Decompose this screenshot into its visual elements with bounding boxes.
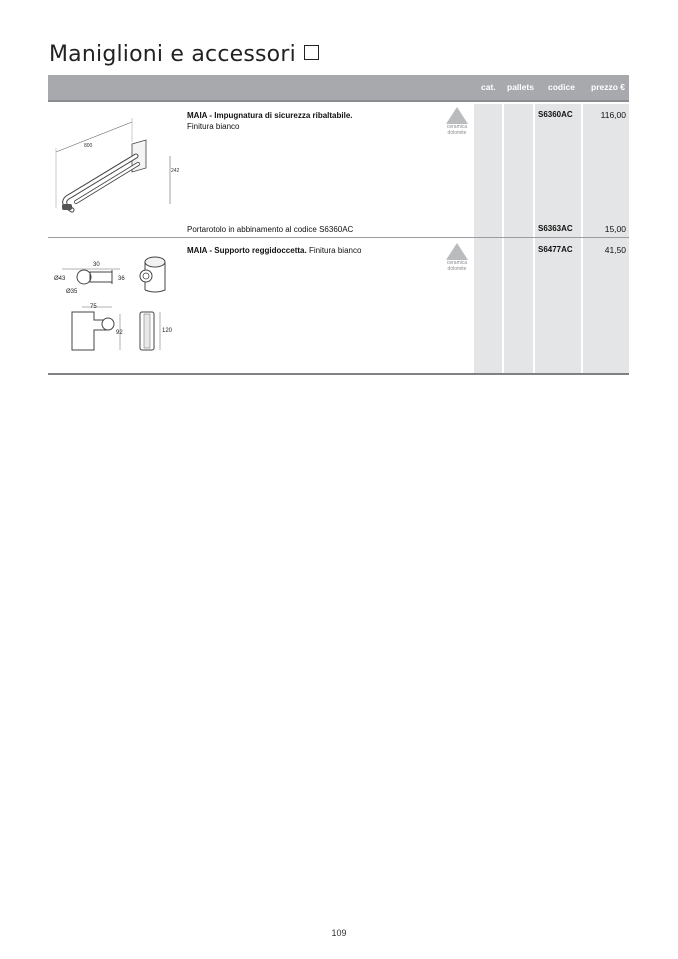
dim-36: 36 [118,276,125,282]
product-name: MAIA - Supporto reggidoccetta. [187,246,307,255]
brand-logo [442,107,472,136]
dimension-line [56,122,132,152]
prezzo-column-bg [583,104,629,374]
accessory-price: 15,00 [604,224,626,234]
page-number: 109 [331,928,347,938]
product-finish: Finitura bianco [308,246,362,255]
brand-line-1: ceramica [446,124,468,130]
grab-bar-drawing [50,112,184,224]
brand-line-1: ceramica [446,260,468,266]
codice-column-bg [535,104,581,374]
table-header [48,75,629,100]
product-price: 116,00 [600,110,626,120]
dim-120: 120 [162,328,173,334]
product-name: MAIA - Impugnatura di sicurezza ribaltabile. [187,111,353,120]
product-code: S6477AC [538,245,573,254]
product-finish: Finitura bianco [187,122,240,131]
dim-800: 800 [84,143,93,149]
brand-line-2: dolomite [447,266,467,272]
shower-holder-drawing [50,252,184,356]
header-pallets: pallets [507,82,534,92]
pallets-column-bg [504,104,533,374]
brand-triangle-icon [446,107,468,124]
dim-30: 30 [93,262,100,268]
header-divider [48,100,629,102]
page-title [49,42,319,67]
product-code: S6360AC [538,110,573,119]
checkbox-square-icon [304,45,319,60]
brand-triangle-icon [446,243,468,260]
header-cat: cat. [481,82,496,92]
brand-line-2: dolomite [447,130,467,136]
product-description [187,110,353,132]
accessory-description: Portarotolo in abbinamento al codice S6360AC [187,225,354,234]
cat-column-bg [474,104,502,374]
bar-end-cap [62,204,72,210]
brand-logo [442,243,472,272]
page-title-text: Maniglioni e accessori [49,42,296,67]
dim-242: 242 [171,168,180,174]
accessory-code: S6363AC [538,224,573,233]
dim-43: Ø43 [54,276,66,282]
product-price: 41,50 [604,245,626,255]
header-prezzo: prezzo € [591,82,626,92]
dim-92: 92 [116,330,123,336]
product-description [187,245,361,256]
row-divider [48,237,629,238]
dim-35: Ø35 [66,289,78,295]
table-bottom-border [48,373,629,375]
dim-75: 75 [90,304,97,310]
header-codice: codice [548,82,575,92]
